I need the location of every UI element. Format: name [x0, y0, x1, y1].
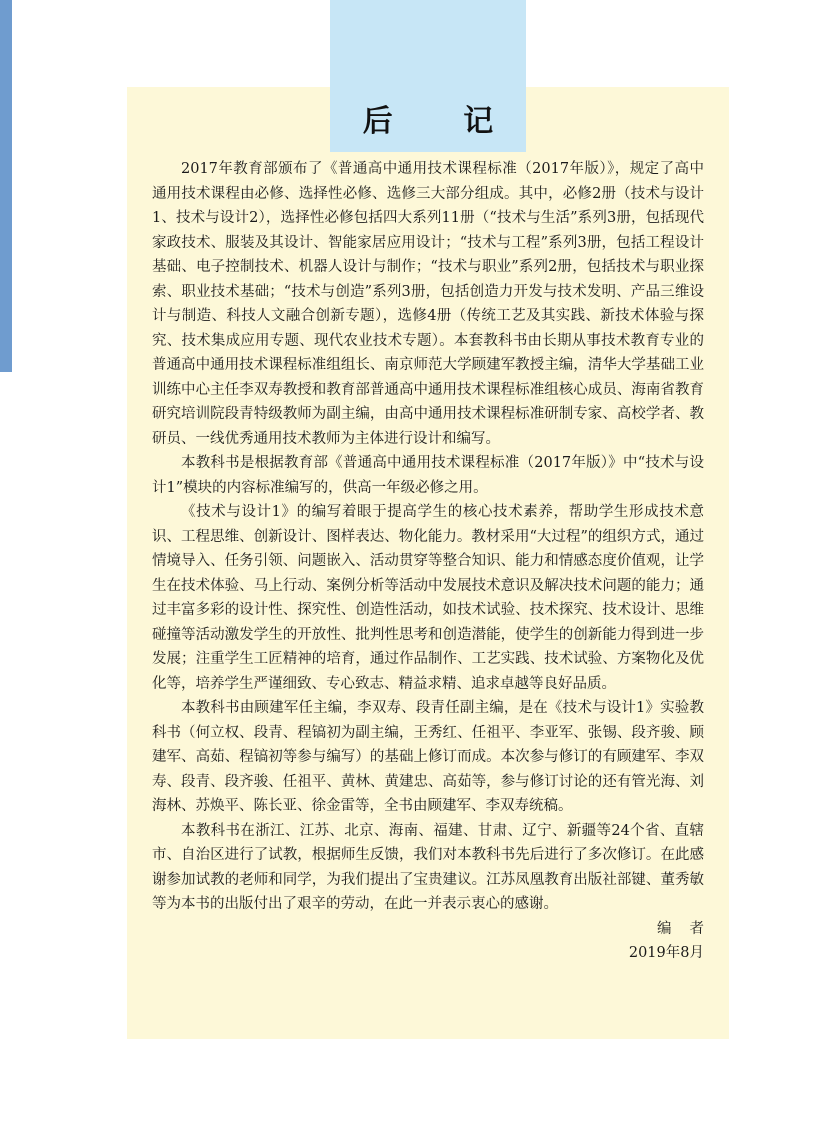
paragraph-4: 本教科书由顾建军任主编，李双寿、段青任副主编，是在《技术与设计1》实验教科书（何立权、段青、程镐初为副主编，王秀红、任祖平、李亚军、张锡、段齐骏、顾建军、高茹、程镐初等参与编写）的基础上修订而成。本次参与修订的有顾建军、李双寿、段青、段齐骏、任祖平、黄林、黄建忠、高茹等，参与修订讨论的还有管光海、刘海林、苏焕平、陈长亚、徐金雷等，全书由顾建军、李双寿统稿。: [152, 700, 704, 814]
paragraph-2: 本教科书是根据教育部《普通高中通用技术课程标准（2017年版）》中“技术与设计1”模块的内容标准编写的，供高一年级必修之用。: [152, 455, 704, 496]
signature-editor: [152, 917, 722, 942]
postscript-body: [152, 157, 722, 966]
editor-label: 编者: [657, 920, 722, 937]
side-color-strip: [0, 0, 12, 372]
signature-date: 2019年8月: [628, 945, 704, 961]
paragraph-3: 《技术与设计1》的编写着眼于提高学生的核心技术素养，帮助学生形成技术意识、工程思维、创新设计、图样表达、物化能力。教材采用“大过程”的组织方式，通过情境导入、任务引领、问题嵌入、活动贯穿等整合知识、能力和情感态度价值观，让学生在技术体验、马上行动、案例分析等活动中发展技术意识及解决技术问题的能力；通过丰富多彩的设计性、探究性、创造性活动，如技术试验、技术探究、技术设计、思维碰撞等活动激发学生的开放性、批判性思考和创造潜能，使学生的创新能力得到进一步发展；注重学生工匠精神的培育，通过作品制作、工艺实践、技术试验、方案物化及优化等，培养学生严谨细致、专心致志、精益求精、追求卓越等良好品质。: [152, 504, 704, 692]
paragraph-5: 本教科书在浙江、江苏、北京、海南、福建、甘肃、辽宁、新疆等24个省、直辖市、自治区进行了试教，根据师生反馈，我们对本教科书先后进行了多次修订。在此感谢参加试教的老师和同学，为我们提出了宝贵建议。江苏凤凰教育出版社部键、董秀敏等为本书的出版付出了艰辛的劳动，在此一并表示衷心的感谢。: [152, 822, 704, 912]
paragraph-1: 2017年教育部颁布了《普通高中通用技术课程标准（2017年版）》，规定了高中通用技术课程由必修、选择性必修、选修三大部分组成。其中，必修2册（技术与设计1、技术与设计2），选择性必修包括四大系列11册（“技术与生活”系列3册，包括现代家政技术、服装及其设计、智能家居应用设计；“技术与工程”系列3册，包括工程设计基础、电子控制技术、机器人设计与制作；“技术与职业”系列2册，包括技术与职业探索、职业技术基础；“技术与创造”系列3册，包括创造力开发与技术发明、产品三维设计与制造、科技人文融合创新专题），选修4册（传统工艺及其实践、新技术体验与探究、技术集成应用专题、现代农业技术专题）。本套教科书由长期从事技术教育专业的普通高中通用技术课程标准组组长、南京师范大学顾建军教授主编，清华大学基础工业训练中心主任李双寿教授和教育部普通高中通用技术课程标准组核心成员、海南省教育研究培训院段青特级教师为副主编，由高中通用技术课程标准研制专家、高校学者、教研员、一线优秀通用技术教师为主体进行设计和编写。: [152, 161, 704, 447]
page-title: 后 记: [362, 104, 524, 139]
